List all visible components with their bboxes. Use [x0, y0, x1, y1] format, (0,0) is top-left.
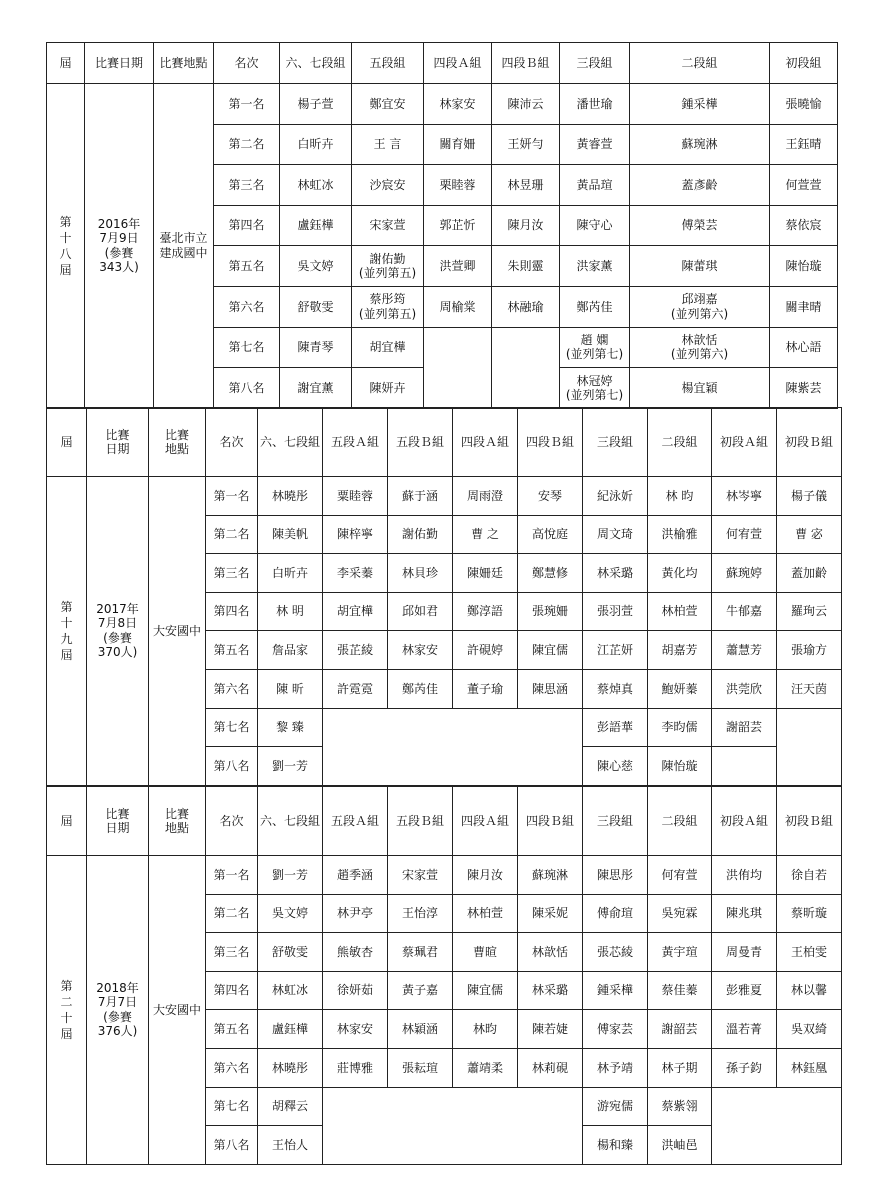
winner-cell: 陳怡璇	[770, 246, 838, 287]
rank-cell: 第三名	[214, 165, 280, 206]
winner-cell: 吳双綺	[777, 1010, 842, 1049]
winner-cell: 洪家薰	[560, 246, 630, 287]
rank-cell: 第六名	[214, 286, 280, 327]
winner-cell: 張芷綾	[323, 631, 388, 670]
winner-cell: 林融瑜	[492, 286, 560, 327]
winner-cell: 林以馨	[777, 971, 842, 1010]
header-cell: 三段組	[583, 787, 648, 856]
winner-cell: 蘇琬淋	[630, 124, 770, 165]
winner-cell: 林莉硯	[518, 1048, 583, 1087]
winner-cell: 黃子嘉	[388, 971, 453, 1010]
winner-cell: 邱翊嘉 (並列第六)	[630, 286, 770, 327]
empty-cell	[323, 708, 583, 785]
winner-cell: 鄭宜安	[352, 84, 424, 125]
winner-cell: 陳沛云	[492, 84, 560, 125]
winner-cell: 胡釋云	[258, 1087, 323, 1126]
date-cell: 2016年 7月9日 (參賽 343人)	[85, 84, 154, 409]
winner-cell: 楊子萱	[280, 84, 352, 125]
winner-cell: 張羽萱	[583, 592, 648, 631]
winner-cell: 陳蕾琪	[630, 246, 770, 287]
winner-cell: 林尹亭	[323, 894, 388, 933]
winner-cell: 鄭淳語	[453, 592, 518, 631]
winner-cell: 牛郁嘉	[712, 592, 777, 631]
header-cell: 四段Ａ組	[453, 408, 518, 477]
edition-cell	[47, 477, 87, 786]
winner-cell: 林曉彤	[258, 477, 323, 516]
winner-cell: 彭雅夏	[712, 971, 777, 1010]
winner-cell: 沙宸安	[352, 165, 424, 206]
winner-cell: 陳怡璇	[648, 747, 712, 786]
winner-cell: 關育姍	[424, 124, 492, 165]
winner-cell: 謝佑勤 (並列第五)	[352, 246, 424, 287]
winner-cell: 江芷妍	[583, 631, 648, 670]
header-cell: 三段組	[560, 43, 630, 84]
rank-cell: 第八名	[206, 747, 258, 786]
rank-cell: 第八名	[214, 368, 280, 409]
result-row	[47, 477, 842, 516]
empty-cell	[492, 327, 560, 408]
header-cell: 屆	[47, 43, 85, 84]
winner-cell: 陳采妮	[518, 894, 583, 933]
winner-cell: 鍾采樺	[583, 971, 648, 1010]
winner-cell: 陳青琴	[280, 327, 352, 368]
winner-cell: 劉一芳	[258, 747, 323, 786]
winner-cell: 黃化均	[648, 554, 712, 593]
header-cell: 初段Ａ組	[712, 408, 777, 477]
edition-label: 第十八屆	[59, 214, 72, 278]
winner-cell: 黃品瑄	[560, 165, 630, 206]
winner-cell: 王鈺晴	[770, 124, 838, 165]
winner-cell: 周榆棠	[424, 286, 492, 327]
rank-cell: 第七名	[214, 327, 280, 368]
winner-cell: 王妍勻	[492, 124, 560, 165]
header-cell: 比賽 地點	[149, 787, 206, 856]
header-cell: 二段組	[648, 787, 712, 856]
winner-cell: 傅家芸	[583, 1010, 648, 1049]
winner-cell: 陳思彤	[583, 856, 648, 895]
winner-cell: 許硯婷	[453, 631, 518, 670]
header-cell: 初段Ｂ組	[777, 408, 842, 477]
header-cell: 三段組	[583, 408, 648, 477]
winner-cell: 陳紫芸	[770, 368, 838, 409]
winner-cell: 陳月汝	[492, 205, 560, 246]
winner-cell: 趙 嫻 (並列第七)	[560, 327, 630, 368]
winner-cell: 徐妍茹	[323, 971, 388, 1010]
winner-cell: 傅榮芸	[630, 205, 770, 246]
winner-cell: 陳梓寧	[323, 515, 388, 554]
winner-cell: 蔡焯真	[583, 669, 648, 708]
header-cell: 比賽日期	[85, 43, 154, 84]
winner-cell: 林鈺凰	[777, 1048, 842, 1087]
winner-cell: 孫子鈞	[712, 1048, 777, 1087]
winner-cell: 陳守心	[560, 205, 630, 246]
header-cell: 比賽地點	[154, 43, 214, 84]
winner-cell: 林 昀	[648, 477, 712, 516]
winner-cell: 楊和臻	[583, 1126, 648, 1165]
winner-cell: 高悅庭	[518, 515, 583, 554]
winner-cell: 曹暄	[453, 933, 518, 972]
rank-cell: 第五名	[206, 1010, 258, 1049]
winner-cell: 黃睿萱	[560, 124, 630, 165]
winner-cell: 朱則靈	[492, 246, 560, 287]
empty-cell	[712, 1087, 842, 1164]
header-cell: 五段Ａ組	[323, 787, 388, 856]
edition-label: 第二十屆	[60, 978, 73, 1042]
header-cell: 名次	[206, 787, 258, 856]
empty-cell	[323, 1087, 583, 1164]
winner-cell: 張琬姍	[518, 592, 583, 631]
winner-cell: 林歆恬	[518, 933, 583, 972]
winner-cell: 栗睦蓉	[424, 165, 492, 206]
header-cell: 五段Ｂ組	[388, 787, 453, 856]
header-cell: 四段Ｂ組	[518, 408, 583, 477]
rank-cell: 第一名	[206, 856, 258, 895]
header-cell: 比賽 日期	[87, 408, 149, 477]
header-cell: 名次	[206, 408, 258, 477]
header-cell: 五段組	[352, 43, 424, 84]
winner-cell: 蔡珮君	[388, 933, 453, 972]
header-cell: 四段Ｂ組	[518, 787, 583, 856]
header-cell: 比賽 日期	[87, 787, 149, 856]
header-cell: 五段Ｂ組	[388, 408, 453, 477]
winner-cell: 何宥萱	[712, 515, 777, 554]
winner-cell: 陳宜儒	[518, 631, 583, 670]
winner-cell: 蔡依宸	[770, 205, 838, 246]
winner-cell: 徐自若	[777, 856, 842, 895]
header-cell: 名次	[214, 43, 280, 84]
winner-cell: 洪侑均	[712, 856, 777, 895]
winner-cell: 張耘瑄	[388, 1048, 453, 1087]
winner-cell: 陳思涵	[518, 669, 583, 708]
results-table-18	[46, 42, 838, 409]
winner-cell: 張曉愉	[770, 84, 838, 125]
winner-cell: 鄭芮佳	[388, 669, 453, 708]
winner-cell: 林子期	[648, 1048, 712, 1087]
header-row	[47, 408, 842, 477]
rank-cell: 第二名	[206, 894, 258, 933]
winner-cell: 林昱珊	[492, 165, 560, 206]
winner-cell: 許霓霓	[323, 669, 388, 708]
results-table-20	[46, 786, 842, 1165]
results-table-19	[46, 407, 842, 786]
winner-cell: 劉一芳	[258, 856, 323, 895]
header-cell: 四段Ａ組	[424, 43, 492, 84]
winner-cell: 林予靖	[583, 1048, 648, 1087]
rank-cell: 第七名	[206, 708, 258, 747]
winner-cell: 陳宜儒	[453, 971, 518, 1010]
winner-cell: 羅珣云	[777, 592, 842, 631]
winner-cell: 黃宇瑄	[648, 933, 712, 972]
rank-cell: 第八名	[206, 1126, 258, 1165]
winner-cell: 何萱萱	[770, 165, 838, 206]
rank-cell: 第五名	[206, 631, 258, 670]
winner-cell: 謝韶芸	[648, 1010, 712, 1049]
winner-cell: 鄭芮佳	[560, 286, 630, 327]
winner-cell: 邱如君	[388, 592, 453, 631]
winner-cell: 林昀	[453, 1010, 518, 1049]
winner-cell: 蔡昕璇	[777, 894, 842, 933]
winner-cell: 張瑜方	[777, 631, 842, 670]
header-cell: 二段組	[648, 408, 712, 477]
winner-cell: 蘇琬婷	[712, 554, 777, 593]
winner-cell: 林岑寧	[712, 477, 777, 516]
winner-cell: 何宥萱	[648, 856, 712, 895]
winner-cell: 陳若婕	[518, 1010, 583, 1049]
winner-cell: 楊宜穎	[630, 368, 770, 409]
winner-cell: 林虹冰	[280, 165, 352, 206]
winner-cell: 洪岫邑	[648, 1126, 712, 1165]
winner-cell: 林柏萱	[648, 592, 712, 631]
winner-cell: 陳美帆	[258, 515, 323, 554]
header-cell: 四段Ｂ組	[492, 43, 560, 84]
winner-cell: 趙季涵	[323, 856, 388, 895]
winner-cell: 王 言	[352, 124, 424, 165]
rank-cell: 第五名	[214, 246, 280, 287]
rank-cell: 第六名	[206, 1048, 258, 1087]
winner-cell: 曹 宓	[777, 515, 842, 554]
rank-cell: 第二名	[206, 515, 258, 554]
rank-cell: 第四名	[206, 971, 258, 1010]
winner-cell: 林柏萱	[453, 894, 518, 933]
winner-cell: 鍾采樺	[630, 84, 770, 125]
header-cell: 六、七段組	[258, 787, 323, 856]
header-row	[47, 43, 838, 84]
winner-cell: 王怡人	[258, 1126, 323, 1165]
winner-cell: 謝宜薰	[280, 368, 352, 409]
winner-cell: 蔡佳蓁	[648, 971, 712, 1010]
result-row	[47, 84, 838, 125]
winner-cell: 關聿晴	[770, 286, 838, 327]
rank-cell: 第四名	[206, 592, 258, 631]
winner-cell: 舒敬雯	[258, 933, 323, 972]
empty-cell	[712, 747, 777, 786]
winner-cell: 黎 臻	[258, 708, 323, 747]
winner-cell: 安琴	[518, 477, 583, 516]
winner-cell: 鮑妍蓁	[648, 669, 712, 708]
winner-cell: 陳 昕	[258, 669, 323, 708]
winner-cell: 周雨澄	[453, 477, 518, 516]
rank-cell: 第七名	[206, 1087, 258, 1126]
winner-cell: 林虹冰	[258, 971, 323, 1010]
winner-cell: 汪天茵	[777, 669, 842, 708]
header-cell: 五段Ａ組	[323, 408, 388, 477]
header-cell: 屆	[47, 787, 87, 856]
venue-cell: 大安國中	[149, 477, 206, 786]
winner-cell: 胡嘉芳	[648, 631, 712, 670]
winner-cell: 游宛儒	[583, 1087, 648, 1126]
edition-cell	[47, 856, 87, 1165]
winner-cell: 張芯綾	[583, 933, 648, 972]
winner-cell: 周文琦	[583, 515, 648, 554]
winner-cell: 林貝珍	[388, 554, 453, 593]
winner-cell: 莊博雅	[323, 1048, 388, 1087]
winner-cell: 林采璐	[583, 554, 648, 593]
winner-cell: 林家安	[424, 84, 492, 125]
winner-cell: 董子瑜	[453, 669, 518, 708]
winner-cell: 林家安	[388, 631, 453, 670]
winner-cell: 宋家萱	[352, 205, 424, 246]
winner-cell: 曹 之	[453, 515, 518, 554]
winner-cell: 王怡淳	[388, 894, 453, 933]
rank-cell: 第二名	[214, 124, 280, 165]
header-cell: 六、七段組	[258, 408, 323, 477]
winner-cell: 傅俞瑄	[583, 894, 648, 933]
winner-cell: 李昀儒	[648, 708, 712, 747]
header-cell: 初段Ａ組	[712, 787, 777, 856]
winner-cell: 蕭慧芳	[712, 631, 777, 670]
winner-cell: 陳兆琪	[712, 894, 777, 933]
winner-cell: 胡宜樺	[352, 327, 424, 368]
date-cell: 2017年 7月8日 (參賽 370人)	[87, 477, 149, 786]
winner-cell: 熊敏杏	[323, 933, 388, 972]
winner-cell: 陳月汝	[453, 856, 518, 895]
winner-cell: 蔡紫翎	[648, 1087, 712, 1126]
winner-cell: 謝韶芸	[712, 708, 777, 747]
winner-cell: 陳姍廷	[453, 554, 518, 593]
venue-cell: 大安國中	[149, 856, 206, 1165]
empty-cell	[424, 327, 492, 408]
winner-cell: 林家安	[323, 1010, 388, 1049]
winner-cell: 洪萱卿	[424, 246, 492, 287]
winner-cell: 蓋加齡	[777, 554, 842, 593]
rank-cell: 第三名	[206, 554, 258, 593]
winner-cell: 盧鈺樺	[280, 205, 352, 246]
winner-cell: 宋家萱	[388, 856, 453, 895]
winner-cell: 蘇琬淋	[518, 856, 583, 895]
winner-cell: 林心語	[770, 327, 838, 368]
winner-cell: 林采璐	[518, 971, 583, 1010]
result-row	[47, 856, 842, 895]
winner-cell: 蓋彥齡	[630, 165, 770, 206]
winner-cell: 林穎涵	[388, 1010, 453, 1049]
rank-cell: 第一名	[206, 477, 258, 516]
winner-cell: 林曉彤	[258, 1048, 323, 1087]
winner-cell: 陳心慈	[583, 747, 648, 786]
rank-cell: 第一名	[214, 84, 280, 125]
winner-cell: 吳文婷	[280, 246, 352, 287]
winner-cell: 吳文婷	[258, 894, 323, 933]
winner-cell: 紀泳妡	[583, 477, 648, 516]
winner-cell: 王柏雯	[777, 933, 842, 972]
rank-cell: 第六名	[206, 669, 258, 708]
empty-cell	[777, 708, 842, 785]
venue-cell: 臺北市立 建成國中	[154, 84, 214, 409]
winner-cell: 白昕卉	[280, 124, 352, 165]
header-cell: 初段組	[770, 43, 838, 84]
winner-cell: 楊子儀	[777, 477, 842, 516]
winner-cell: 林歆恬 (並列第六)	[630, 327, 770, 368]
rank-cell: 第三名	[206, 933, 258, 972]
winner-cell: 周曼青	[712, 933, 777, 972]
winner-cell: 詹品家	[258, 631, 323, 670]
winner-cell: 蘇于涵	[388, 477, 453, 516]
header-cell: 屆	[47, 408, 87, 477]
winner-cell: 洪榆雅	[648, 515, 712, 554]
header-cell: 六、七段組	[280, 43, 352, 84]
header-cell: 二段組	[630, 43, 770, 84]
winner-cell: 彭語華	[583, 708, 648, 747]
header-cell: 初段Ｂ組	[777, 787, 842, 856]
winner-cell: 粟睦蓉	[323, 477, 388, 516]
winner-cell: 蔡彤筠 (並列第五)	[352, 286, 424, 327]
edition-label: 第十九屆	[60, 599, 73, 663]
winner-cell: 謝佑勤	[388, 515, 453, 554]
winner-cell: 白昕卉	[258, 554, 323, 593]
winner-cell: 林冠婷 (並列第七)	[560, 368, 630, 409]
winner-cell: 鄭慧修	[518, 554, 583, 593]
winner-cell: 潘世瑜	[560, 84, 630, 125]
edition-cell	[47, 84, 85, 409]
header-cell: 比賽 地點	[149, 408, 206, 477]
winner-cell: 溫若菁	[712, 1010, 777, 1049]
header-cell: 四段Ａ組	[453, 787, 518, 856]
winner-cell: 吳宛霖	[648, 894, 712, 933]
winner-cell: 郭芷忻	[424, 205, 492, 246]
winner-cell: 舒敬雯	[280, 286, 352, 327]
winner-cell: 李采蓁	[323, 554, 388, 593]
winner-cell: 胡宜樺	[323, 592, 388, 631]
winner-cell: 洪莞欣	[712, 669, 777, 708]
rank-cell: 第四名	[214, 205, 280, 246]
winner-cell: 盧鈺樺	[258, 1010, 323, 1049]
winner-cell: 蕭靖柔	[453, 1048, 518, 1087]
header-row	[47, 787, 842, 856]
date-cell: 2018年 7月7日 (參賽 376人)	[87, 856, 149, 1165]
winner-cell: 陳妍卉	[352, 368, 424, 409]
winner-cell: 林 明	[258, 592, 323, 631]
